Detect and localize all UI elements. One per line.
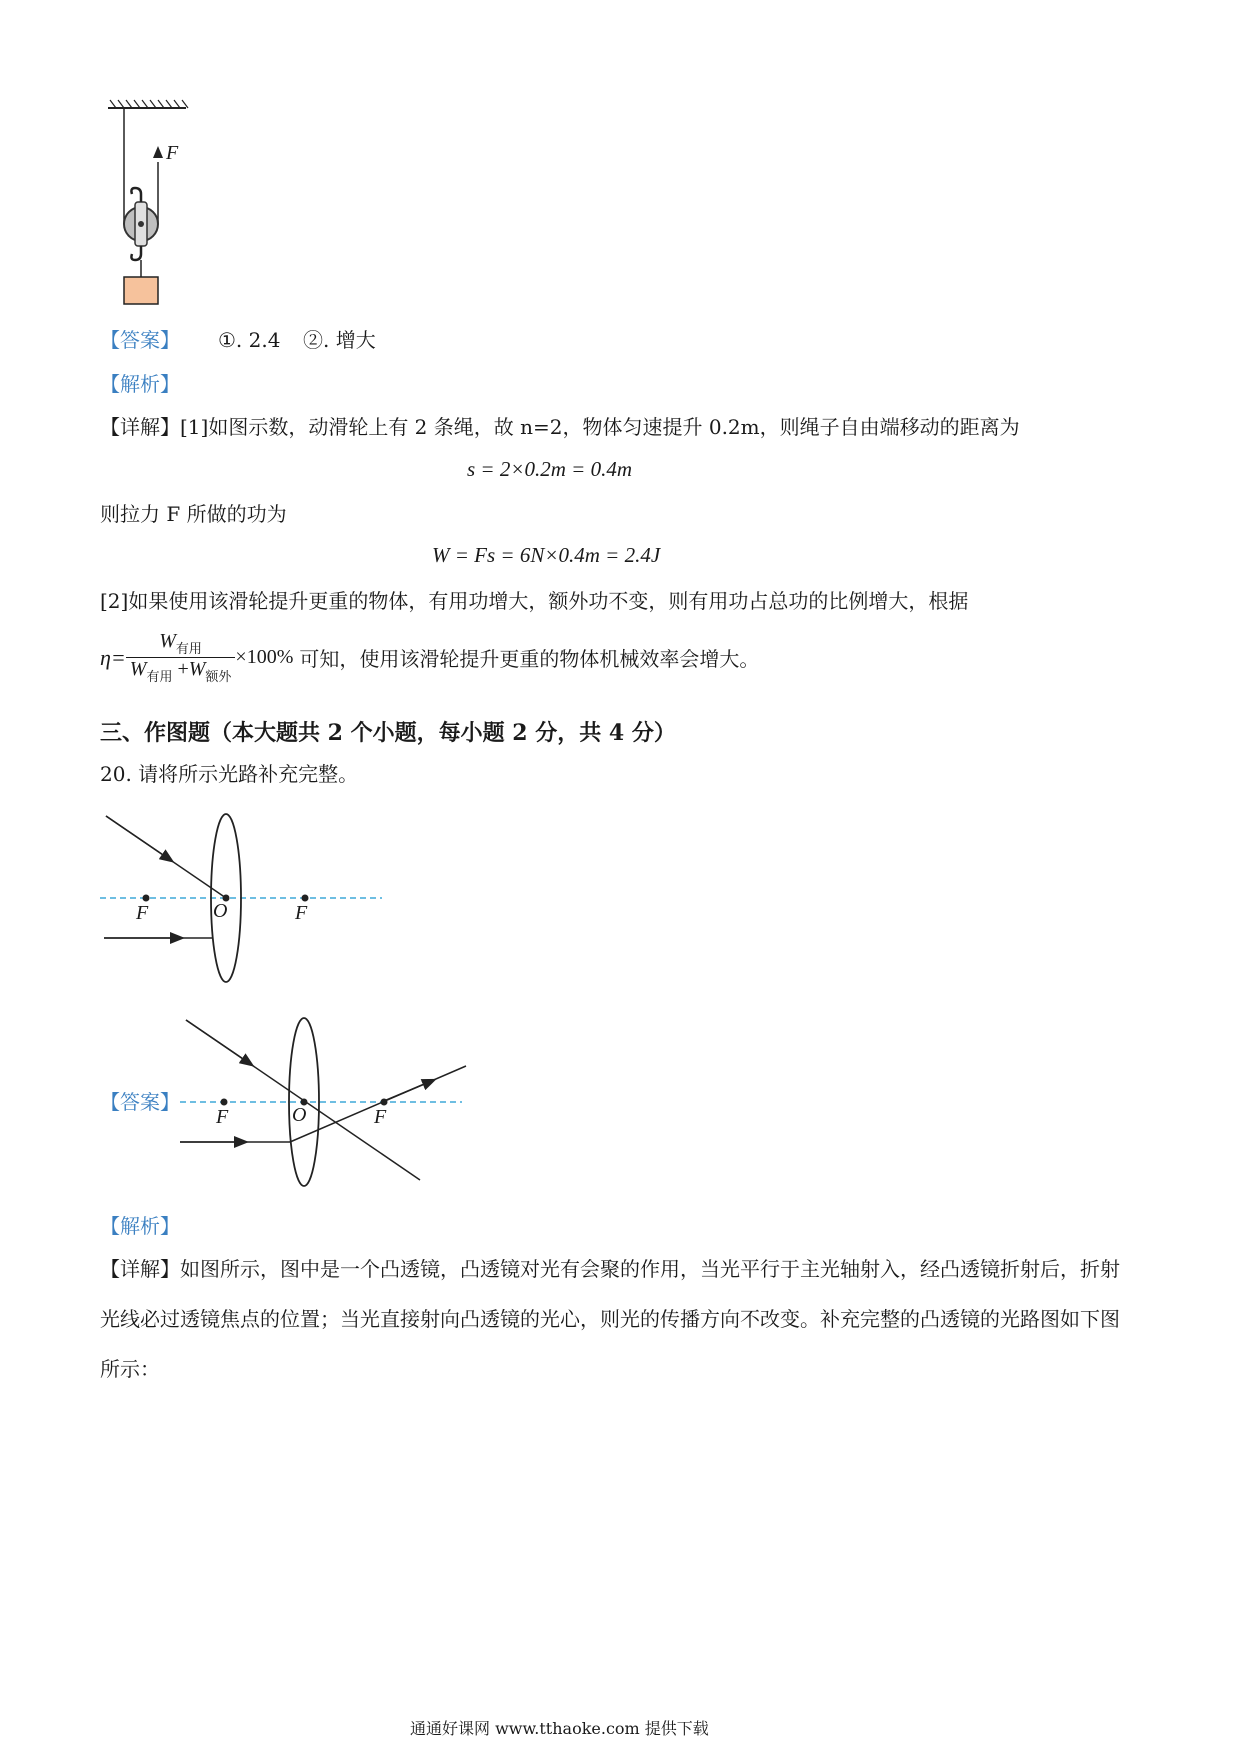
analysis-label-2: 【解析】	[100, 1214, 180, 1238]
question-20: 20. 请将所示光路补充完整。	[100, 762, 359, 786]
lens-diagram-question	[100, 810, 400, 990]
efficiency-formula	[100, 630, 759, 685]
denominator-w2: W	[188, 658, 206, 680]
denominator-w1: W	[129, 658, 147, 680]
denominator-sub1: 有用	[146, 669, 173, 684]
numerator-w: W	[159, 630, 176, 652]
fraction-numerator	[126, 630, 236, 658]
eta-symbol: η=	[100, 644, 126, 670]
answer-item-1: ①. 2.4	[218, 328, 281, 352]
page-footer: 通通好课网 www.tthaoke.com 提供下载	[410, 1719, 709, 1738]
focus-right-label: F	[295, 902, 308, 924]
efficiency-tail: 可知，使用该滑轮提升更重的物体机械效率会增大。	[299, 647, 760, 671]
pulley-figure	[100, 100, 220, 340]
analysis-label: 【解析】	[100, 372, 180, 396]
answer-label-2: 【答案】	[100, 1090, 180, 1114]
detail-line-1	[100, 413, 1020, 441]
answer-focus-left-label: F	[216, 1106, 229, 1128]
answer-optical-center-label: O	[292, 1104, 307, 1126]
focus-left-label: F	[136, 902, 149, 924]
optical-center-label: O	[213, 900, 228, 922]
answer-label: 【答案】	[100, 328, 180, 352]
force-label: F	[166, 142, 179, 164]
detail-paragraph-2	[100, 1244, 1120, 1394]
detail-line-2: 则拉力 F 所做的功为	[100, 502, 287, 526]
detail-text-2: 如图所示，图中是一个凸透镜，凸透镜对光有会聚的作用，当光平行于主光轴射入，经凸透镜折射后，折射光线必过透镜焦点的位置；当光直接射向凸透镜的光心，则光的传播方向不改变。补充完整的凸透镜的光路图如下图所示：	[100, 1257, 1120, 1381]
denominator-sub2: 额外	[205, 669, 232, 684]
times-hundred: ×100%	[235, 646, 294, 668]
detail-text-1: [1]如图示数，动滑轮上有 2 条绳，故 n=2，物体匀速提升 0.2m，则绳子自由端移动的距离为	[180, 415, 1020, 439]
detail-label: 【详解】	[100, 415, 180, 439]
equation-distance: s = 2×0.2m = 0.4m	[467, 457, 633, 481]
numerator-sub: 有用	[175, 641, 202, 656]
equation-work: W = Fs = 6N×0.4m = 2.4J	[432, 543, 661, 567]
detail-line-3: [2]如果使用该滑轮提升更重的物体，有用功增大，额外功不变，则有用功占总功的比例增大，根据	[100, 589, 969, 613]
section-heading: 三、作图题（本大题共 2 个小题，每小题 2 分，共 4 分）	[100, 720, 676, 746]
detail-label-2: 【详解】	[100, 1257, 180, 1281]
denominator-plus: +	[177, 658, 189, 680]
answer-focus-right-label: F	[374, 1106, 387, 1128]
answer-item-2: ②. 增大	[303, 328, 376, 352]
efficiency-fraction	[126, 630, 236, 685]
fraction-denominator	[126, 658, 236, 685]
